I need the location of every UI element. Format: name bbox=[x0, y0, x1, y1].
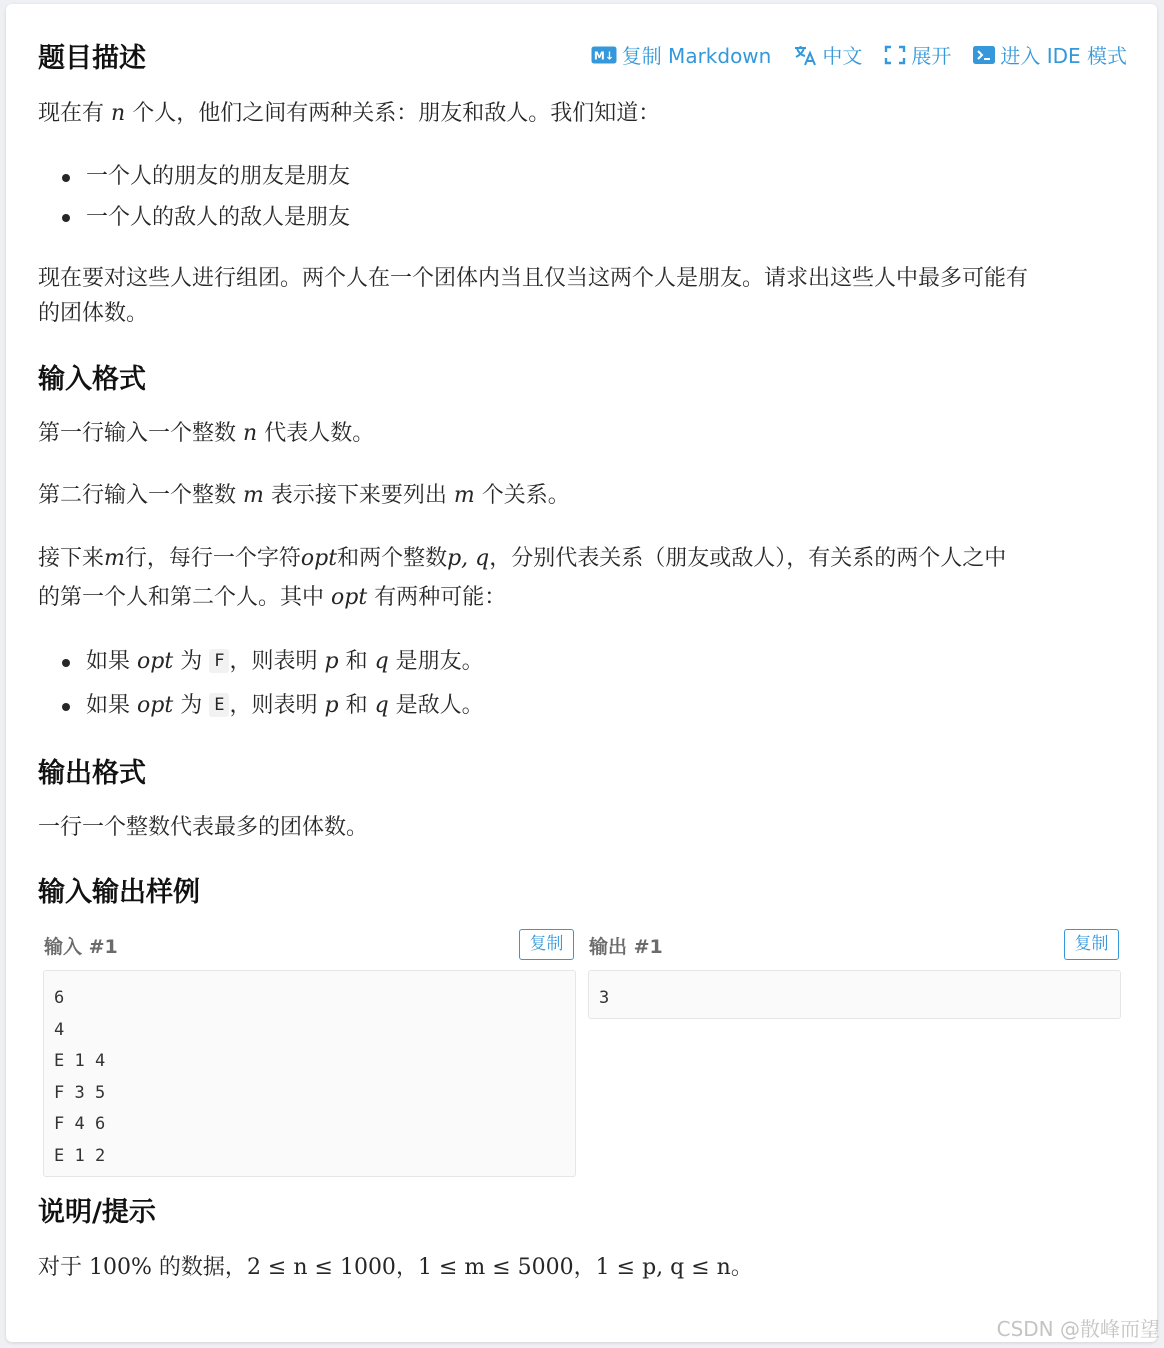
math-var: n bbox=[243, 421, 258, 446]
svg-text:M↓: M↓ bbox=[593, 49, 614, 62]
bullet-dot bbox=[62, 659, 70, 667]
code-line: E 1 2 bbox=[54, 1145, 106, 1166]
code-line: 3 bbox=[599, 988, 610, 1008]
csdn-watermark: CSDN @散峰而望 bbox=[996, 1317, 1160, 1341]
bullet-dot bbox=[62, 174, 70, 182]
rule-item: 一个人的敌人的敌人是朋友 bbox=[86, 205, 351, 230]
problem-toolbar bbox=[591, 40, 1127, 69]
math-expr: 1 ≤ m ≤ 5000 bbox=[417, 1255, 574, 1280]
bullet-dot bbox=[62, 214, 70, 222]
sample-input-block[interactable] bbox=[43, 970, 576, 1177]
math-var: opt bbox=[300, 546, 338, 571]
language-toggle[interactable] bbox=[793, 40, 862, 69]
problem-card bbox=[6, 4, 1157, 1342]
copy-markdown-label: 复制 Markdown bbox=[621, 44, 772, 68]
code-chip: F bbox=[209, 649, 229, 673]
code-line: E 1 4 bbox=[54, 1051, 106, 1071]
description-task-line: 现在要对这些人进行组团。两个人在一个团体内当且仅当这两个人是朋友。请求出这些人中最多可能有 bbox=[38, 266, 1029, 291]
code-line: F 3 5 bbox=[54, 1082, 106, 1103]
opt-case-e: 如果 opt 为 E ，则表明 p 和 q 是敌人。 bbox=[86, 693, 484, 718]
math-expr: 1 ≤ p, q ≤ n bbox=[595, 1255, 731, 1280]
rule-item: 一个人的朋友的朋友是朋友 bbox=[86, 164, 351, 189]
copy-output-button[interactable]: 复制 bbox=[1064, 929, 1119, 960]
input-format-heading: 输入格式 bbox=[38, 364, 146, 395]
copy-markdown-button[interactable] bbox=[591, 40, 772, 69]
bullet-dot bbox=[62, 703, 70, 711]
math-expr: 2 ≤ n ≤ 1000 bbox=[246, 1255, 396, 1280]
sample-output-block[interactable] bbox=[588, 970, 1121, 1019]
expand-button[interactable] bbox=[884, 40, 951, 69]
translate-icon bbox=[793, 44, 817, 66]
description-heading: 题目描述 bbox=[38, 43, 146, 74]
math-expr: 100% bbox=[89, 1255, 152, 1280]
language-label: 中文 bbox=[822, 44, 863, 68]
code-chip: E bbox=[209, 693, 229, 717]
copy-input-button[interactable]: 复制 bbox=[519, 929, 574, 960]
output-format-text: 一行一个整数代表最多的团体数。 bbox=[38, 815, 369, 840]
code-line: 4 bbox=[54, 1019, 65, 1040]
samples-heading: 输入输出样例 bbox=[38, 877, 200, 908]
hint-heading: 说明/提示 bbox=[38, 1197, 156, 1228]
output-format-heading: 输出格式 bbox=[38, 758, 146, 789]
description-task-line: 的团体数。 bbox=[38, 301, 149, 326]
opt-case-f: 如果 opt 为 F ，则表明 p 和 q 是朋友。 bbox=[86, 649, 484, 674]
description-intro: 现在有 n 个人，他们之间有两种关系：朋友和敌人。我们知道： bbox=[38, 101, 661, 126]
input-format-line: 接下来m行，每行一个字符opt和两个整数p, q，分别代表关系（朋友或敌人），有关系的两个人之中 bbox=[38, 546, 1007, 571]
sample-output-label: 输出 #1 bbox=[589, 936, 663, 958]
ide-mode-label: 进入 IDE 模式 bbox=[1000, 44, 1127, 68]
input-format-line: 第一行输入一个整数 n 代表人数。 bbox=[38, 421, 375, 446]
math-var: opt bbox=[331, 585, 368, 610]
hint-text: 对于 100% 的数据，2 ≤ n ≤ 1000，1 ≤ m ≤ 5000，1 ≤ p, q ≤ n。 bbox=[38, 1255, 753, 1280]
math-var: m bbox=[104, 546, 125, 571]
input-format-line: 第二行输入一个整数 m 表示接下来要列出 m 个关系。 bbox=[38, 483, 570, 508]
expand-icon bbox=[884, 45, 906, 65]
math-var: n bbox=[111, 101, 126, 126]
expand-label: 展开 bbox=[911, 44, 952, 68]
code-line: 6 bbox=[54, 988, 65, 1008]
terminal-icon bbox=[973, 46, 995, 64]
ide-mode-button[interactable] bbox=[973, 40, 1127, 69]
math-var: m bbox=[453, 483, 475, 508]
sample-input-label: 输入 #1 bbox=[44, 936, 118, 958]
markdown-icon bbox=[591, 46, 617, 64]
math-var: p, q bbox=[447, 546, 490, 571]
input-format-line: 的第一个人和第二个人。其中 opt 有两种可能： bbox=[38, 585, 507, 610]
code-line: F 4 6 bbox=[54, 1114, 106, 1134]
math-var: m bbox=[243, 483, 264, 508]
